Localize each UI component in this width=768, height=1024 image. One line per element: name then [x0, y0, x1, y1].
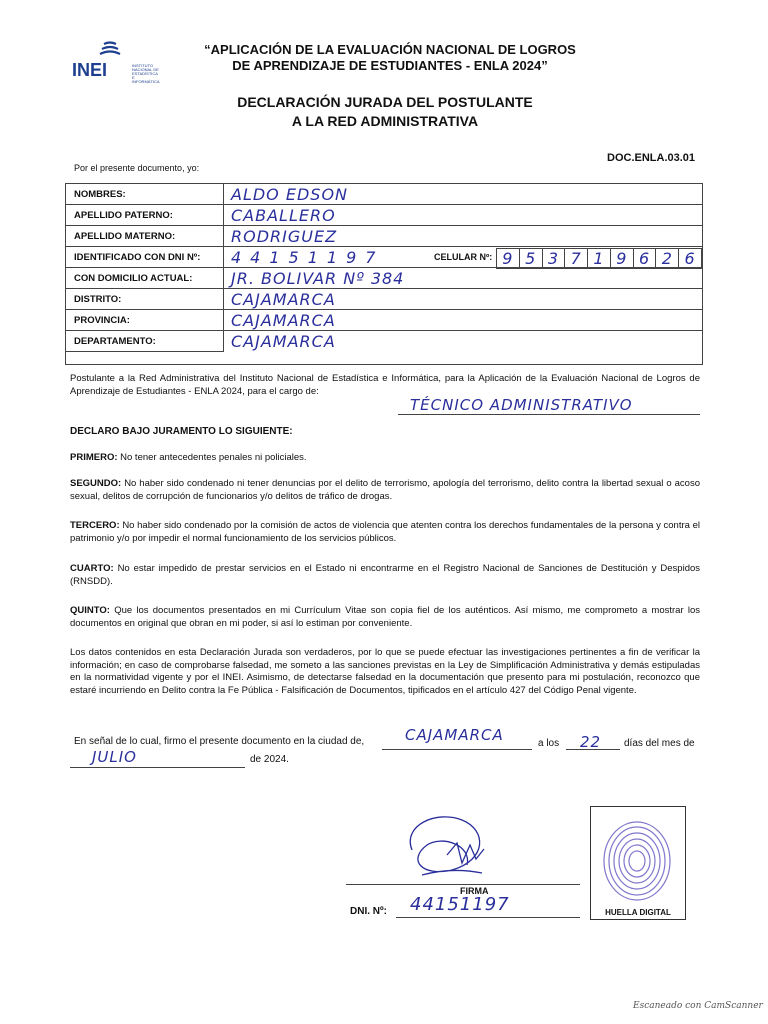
fingerprint-icon	[597, 815, 677, 903]
domicilio-label: CON DOMICILIO ACTUAL:	[66, 268, 224, 289]
dni-sign-value[interactable]: 44151197	[410, 894, 510, 915]
document-title-line2: DE APRENDIZAJE DE ESTUDIANTES - ENLA 2024”	[232, 58, 548, 73]
final-paragraph: Los datos contenidos en esta Declaración Jurada son verdaderos, por lo que se puede efectuar las investigaciones pertinentes a fin de verificar la información; en caso de comprobarse falsedad, me someto a las sanciones previstas en la Ley de Simplificación Administrativa y demás estipuladas en la normatividad vigente y por el INEI. Asimismo, de detectarse falsedad en la documentación que presento para mi postulación, reconozco que estaré incurriendo en Delito contra la Fe Pública - Falsificación de Documentos, tipificados en el artículo 427 del Código Penal vigente.	[70, 647, 700, 696]
cargo-underline	[398, 414, 700, 415]
cargo-value[interactable]: TÉCNICO ADMINISTRATIVO	[410, 396, 633, 414]
tercero-label: TERCERO:	[70, 520, 120, 531]
quinto-label: QUINTO:	[70, 605, 110, 616]
celular-digit: 6	[684, 249, 696, 268]
declaration-heading-line1: DECLARACIÓN JURADA DEL POSTULANTE	[237, 94, 533, 110]
declaration-heading-line2: A LA RED ADMINISTRATIVA	[291, 113, 479, 129]
segundo-paragraph	[70, 478, 700, 503]
scanner-watermark: Escaneado con CamScanner	[633, 1001, 763, 1011]
intro-text: Por el presente documento, yo:	[74, 163, 200, 173]
provincia-label: PROVINCIA:	[66, 310, 224, 331]
huella-label: HUELLA DIGITAL	[605, 908, 671, 917]
city-value[interactable]: CAJAMARCA	[405, 726, 504, 744]
celular-digits-box[interactable]	[496, 248, 702, 269]
day-value[interactable]: 22	[580, 733, 602, 751]
signature-mark	[392, 805, 502, 885]
year-text: de 2024.	[250, 754, 289, 765]
celular-digit: 2	[656, 249, 679, 268]
celular-digit: 5	[520, 249, 543, 268]
row-dni	[66, 247, 702, 268]
document-code: DOC.ENLA.03.01	[607, 152, 696, 164]
celular-digit: 7	[565, 249, 588, 268]
row-nombres	[66, 184, 702, 205]
celular-digit: 3	[543, 249, 566, 268]
celular-digit: 9	[611, 249, 634, 268]
celular-digit: 1	[588, 249, 611, 268]
row-provincia	[66, 310, 702, 331]
personal-data-table	[65, 183, 703, 365]
row-domicilio	[66, 268, 702, 289]
celular-digit: 6	[634, 249, 657, 268]
dni-label: IDENTIFICADO CON DNI Nº:	[66, 247, 224, 268]
tercero-paragraph	[70, 520, 700, 545]
dni-underline	[396, 917, 580, 918]
primero-label: PRIMERO:	[70, 452, 118, 463]
distrito-value[interactable]: CAJAMARCA	[231, 290, 336, 309]
domicilio-value[interactable]: JR. BOLIVAR Nº 384	[231, 269, 405, 288]
nombres-label: NOMBRES:	[66, 184, 224, 205]
celular-digit: 9	[497, 249, 520, 268]
segundo-label: SEGUNDO:	[70, 478, 122, 489]
primero-paragraph	[70, 452, 700, 465]
quinto-text: Que los documentos presentados en mi Currículum Vitae son copia fiel de los auténticos. Así mismo, me comprometo a mostrar los documentos en original que obran en mi poder, si así lo estiman por conveniente.	[70, 605, 700, 629]
row-apellido-materno	[66, 226, 702, 247]
logo-text: INEI	[72, 60, 108, 80]
nombres-value[interactable]: ALDO EDSON	[231, 185, 349, 204]
apellido-paterno-label: APELLIDO PATERNO:	[66, 205, 224, 226]
signature-line	[346, 884, 580, 885]
departamento-value[interactable]: CAJAMARCA	[231, 332, 336, 351]
row-distrito	[66, 289, 702, 310]
primero-text: No tener antecedentes penales ni policiales.	[120, 452, 307, 463]
apellido-paterno-value[interactable]: CABALLERO	[231, 206, 336, 225]
dni-sign-label: DNI. Nº:	[350, 906, 387, 917]
tercero-text: No haber sido condenado por la comisión de actos de violencia que atenten contra los derechos fundamentales de la persona y contra el patrimonio y/o por impedir el normal funcionamiento de los servicios públicos.	[70, 520, 701, 544]
departamento-label: DEPARTAMENTO:	[66, 331, 224, 352]
a-los-text: a los	[538, 738, 560, 749]
segundo-text: No haber sido condenado ni tener denuncias por el delito de terrorismo, apología del terrorismo, delito contra la libertad sexual o acoso sexual, delitos de corrupción de funcionarios y/o delitos de tráfico de drogas.	[70, 478, 700, 502]
city-underline	[382, 749, 532, 750]
cuarto-label: CUARTO:	[70, 563, 114, 574]
cuarto-paragraph	[70, 563, 700, 588]
logo-subtitle: INSTITUTO NACIONAL DE ESTADÍSTICA E INFORMÁTICA	[132, 63, 160, 84]
distrito-label: DISTRITO:	[66, 289, 224, 310]
apellido-materno-label: APELLIDO MATERNO:	[66, 226, 224, 247]
sign-text: En señal de lo cual, firmo el presente documento en la ciudad de,	[74, 736, 365, 747]
apellido-materno-value[interactable]: RODRIGUEZ	[231, 227, 338, 246]
document-title-line1: “APLICACIÓN DE LA EVALUACIÓN NACIONAL DE LOGROS	[204, 42, 576, 57]
dias-del-mes-text: días del mes de	[624, 738, 695, 749]
row-apellido-paterno	[66, 205, 702, 226]
fingerprint-box	[590, 806, 686, 920]
quinto-paragraph	[70, 605, 700, 630]
month-value[interactable]: JULIO	[92, 748, 137, 766]
provincia-value[interactable]: CAJAMARCA	[231, 311, 336, 330]
firma-label: FIRMA	[460, 886, 489, 896]
dni-value[interactable]: 44151197	[231, 248, 385, 267]
row-departamento	[66, 331, 702, 352]
month-underline	[70, 767, 245, 768]
celular-label: CELULAR Nº:	[434, 252, 493, 262]
cuarto-text: No estar impedido de prestar servicios en el Estado ni encontrarme en el Registro Nacional de Sanciones de Destitución y Despidos (RNSDD).	[70, 563, 701, 587]
declaro-heading: DECLARO BAJO JURAMENTO LO SIGUIENTE:	[70, 426, 293, 437]
postulante-paragraph: Postulante a la Red Administrativa del Instituto Nacional de Estadística e Informática, para la Aplicación de la Evaluación Nacional de Logros de Aprendizaje de Estudiantes - ENLA 2024, para el cargo de:	[70, 373, 700, 397]
day-underline	[566, 749, 620, 750]
